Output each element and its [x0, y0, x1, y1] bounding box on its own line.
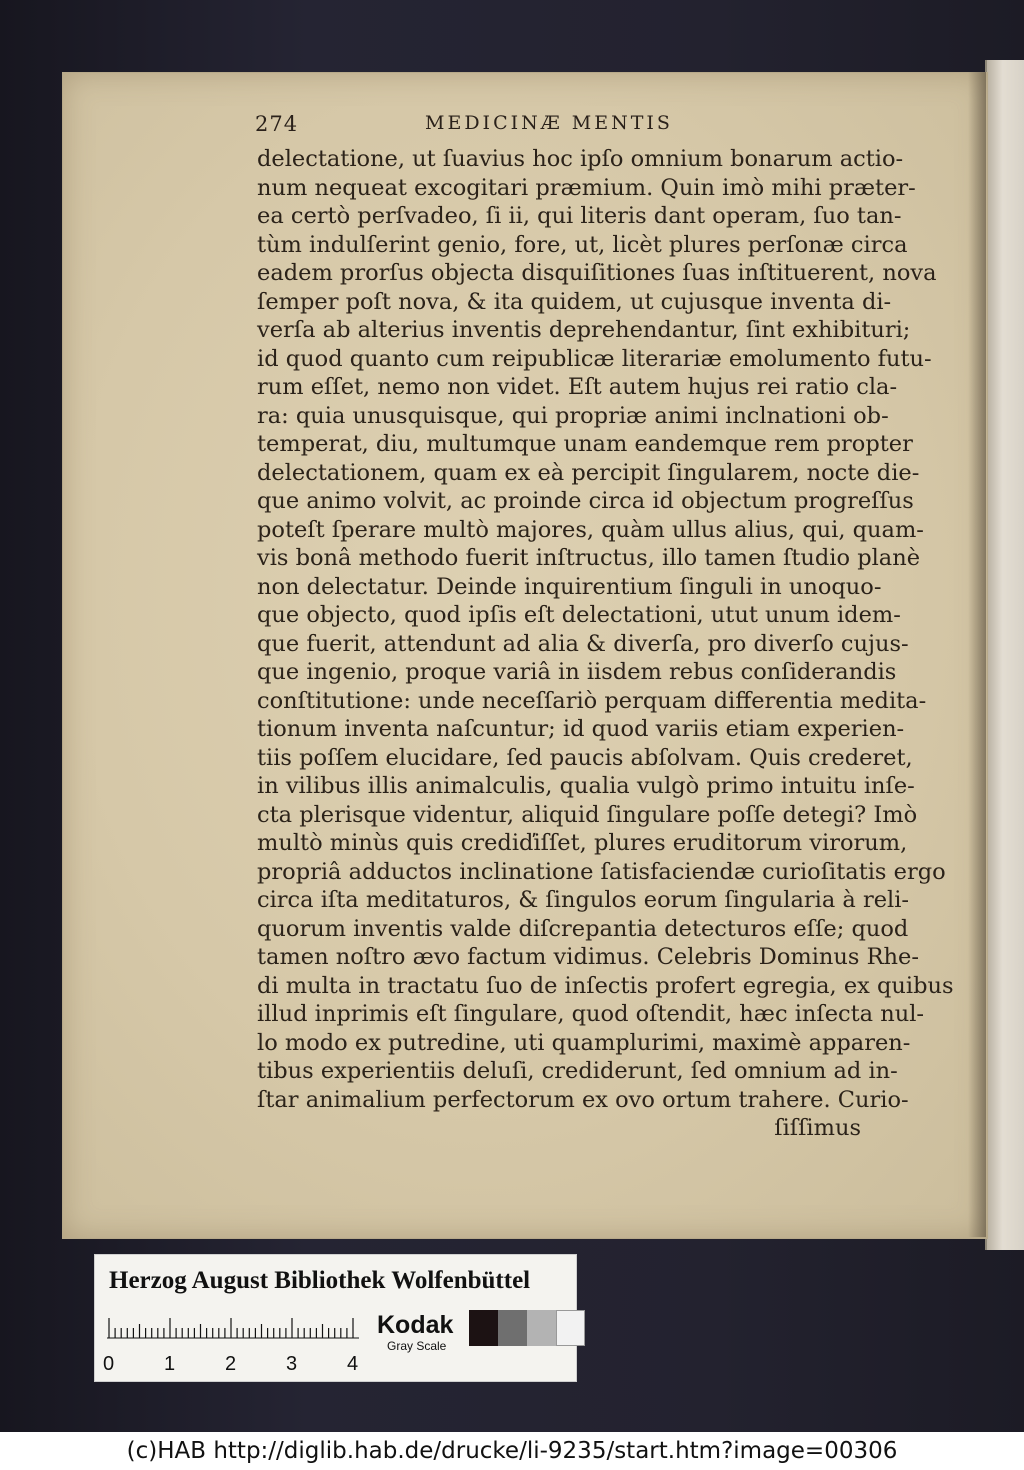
text-line: que objecto, quod ipſis eſt delectationi, utut unum idem- [257, 602, 901, 628]
ruler-number: 2 [225, 1353, 237, 1375]
gray-scale-label: Gray Scale [387, 1339, 447, 1353]
text-line: eadem prorſus objecta disquiſitiones ſuas inſtituerent, nova [257, 260, 937, 286]
text-line: vis bonâ methodo fuerit inſtructus, illo tamen ſtudio planè [257, 545, 921, 571]
text-line: cta plerisque videntur, aliquid ſingulare poſſe detegi? Imò [257, 801, 918, 828]
footer-credit: (c)HAB http://diglib.hab.de/drucke/li-9235/start.htm?image=00306 [0, 1432, 1024, 1470]
color-calibration-card [94, 1254, 577, 1382]
gray-patch-light-gray [527, 1310, 556, 1346]
gray-patch-black [469, 1310, 498, 1346]
running-head: MEDICINÆ MENTIS [425, 112, 673, 134]
text-line: di multa in tractatu ſuo de inſectis profert egregia, ex quibus [257, 972, 954, 999]
text-line: circa iſta meditaturos, & ſingulos eorum ſingularia à reli- [257, 887, 910, 913]
ruler-number: 1 [164, 1353, 176, 1375]
text-line: non delectatur. Deinde inquirentium ſinguli in unoquo- [257, 573, 882, 600]
text-line: num nequeat excogitari præmium. Quin imò mihi præter- [257, 174, 916, 201]
text-line: ra: quia unusquisque, qui propriæ animi inclnationi ob- [257, 402, 889, 429]
text-line: tamen noſtro ævo factum vidimus. Celebris Dominus Rhe- [257, 944, 919, 970]
text-line: tiis poſſem elucidare, ſed paucis abſolvam. Quis crederet, [257, 744, 913, 771]
gray-patch-dark-gray [498, 1310, 527, 1346]
ruler-number: 0 [103, 1353, 115, 1375]
kodak-logo: Kodak [377, 1311, 454, 1339]
text-line: lo modo ex putredine, uti quamplurimi, maximè apparen- [257, 1029, 911, 1056]
text-line: temperat, diu, multumque unam eandemque rem propter [257, 431, 913, 457]
text-line: que fuerit, attendunt ad alia & diverſa, pro diverſo cujus- [257, 630, 909, 657]
gray-patch-white [556, 1310, 585, 1346]
text-line: verſa ab alterius inventis deprehendantur, ſint exhibituri; [257, 317, 911, 343]
text-line: tionum inventa naſcuntur; id quod variis etiam experien- [257, 716, 905, 742]
text-line: que ingenio, proque variâ in iisdem rebus conſiderandis [257, 659, 897, 685]
text-line: illud inprimis eſt ſingulare, quod oſtendit, hæc inſecta nul- [257, 1001, 925, 1027]
text-line: poteſt ſperare multò majores, quàm ullus alius, qui, quam- [257, 516, 924, 543]
page-header [255, 112, 715, 142]
body-text [257, 145, 954, 1143]
text-line: tibus experientiis deluſi, crediderunt, ſed omnium ad in- [257, 1058, 898, 1084]
page-gutter-shadow [968, 72, 986, 1237]
text-line: tùm indulſerint genio, fore, ut, licèt plures perſonæ circa [257, 231, 908, 258]
text-line: rum eſſet, nemo non videt. Eſt autem hujus rei ratio cla- [257, 374, 898, 400]
text-line: propriâ adductos inclinatione ſatisfaciendæ curioſitatis ergo [257, 858, 946, 885]
adjacent-page-edge [985, 60, 1024, 1250]
text-line: delectationem, quam ex eà percipit ſingularem, nocte die- [257, 459, 920, 486]
text-line: ea certò perſvadeo, ſi ii, qui literis dant operam, ſuo tan- [257, 203, 902, 229]
text-line: delectatione, ut ſuavius hoc ipſo omnium bonarum actio- [257, 146, 904, 172]
ruler-number: 3 [286, 1353, 298, 1375]
page-number: 274 [255, 112, 299, 136]
catchword: ſiſſimus [774, 1115, 861, 1141]
text-line: conſtitutione: unde neceſſariò perquam differentia medita- [257, 687, 927, 714]
library-name: Herzog August Bibliothek Wolfenbüttel [109, 1267, 531, 1294]
ruler-numbers [103, 1353, 363, 1377]
text-line: que animo volvit, ac proinde circa id objectum progreſſus [257, 488, 914, 514]
text-line: in vilibus illis animalculis, qualia vulgò primo intuitu inſe- [257, 773, 915, 799]
ruler-number: 4 [347, 1353, 359, 1375]
text-line: multò minùs quis crediďiſſet, plures eruditorum virorum, [257, 830, 908, 856]
ruler-scale [107, 1317, 359, 1339]
text-line: ſtar animalium perfectorum ex ovo ortum trahere. Curio- [257, 1086, 909, 1113]
text-line: id quod quanto cum reipublicæ literariæ emolumento futu- [257, 345, 932, 372]
text-line: ſemper poſt nova, & ita quidem, ut cujusque inventa di- [257, 288, 892, 315]
text-line: quorum inventis valde diſcrepantia detecturos eſſe; quod [257, 915, 909, 942]
